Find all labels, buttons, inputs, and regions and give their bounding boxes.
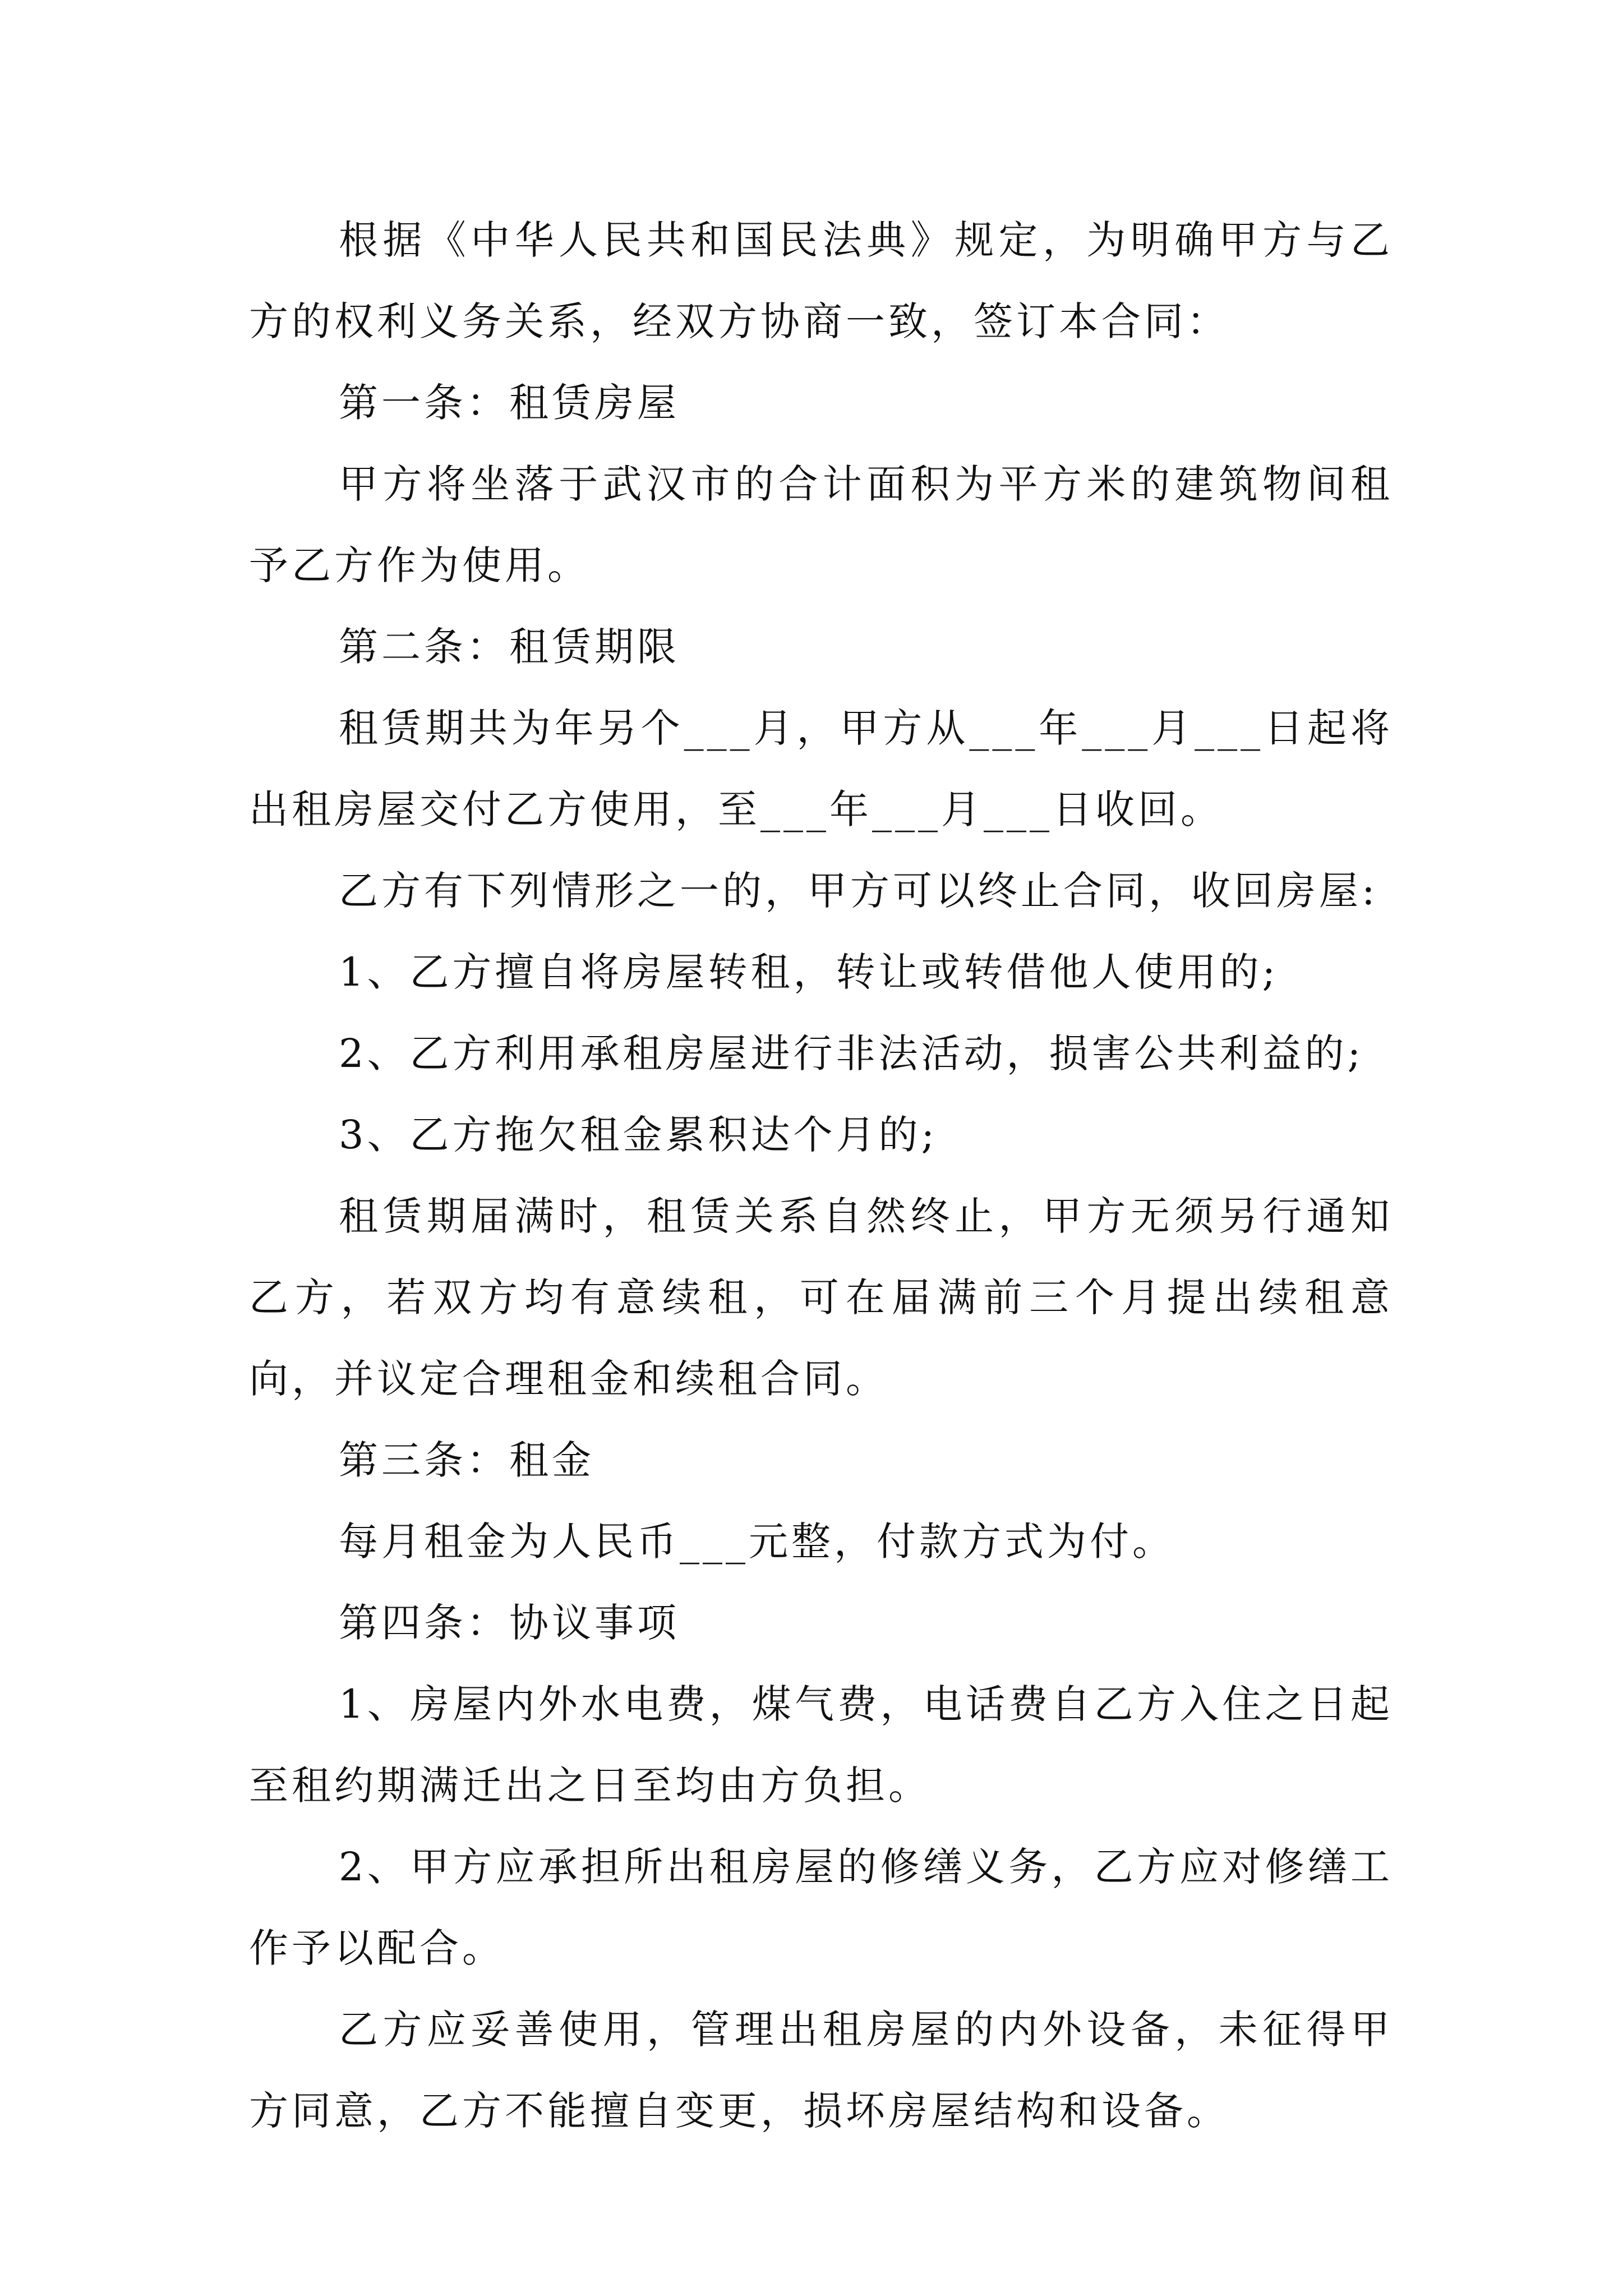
termination-item-3: 3、乙方拖欠租金累积达个月的; <box>339 1112 938 1158</box>
lease-term-paragraph: 租赁期共为年另个___月，甲方从___年___月___日起将出租房屋交付乙方使用，至___年___月___日收回。 <box>249 705 1393 832</box>
preamble-paragraph: 根据《中华人民共和国民法典》规定，为明确甲方与乙方的权利义务关系，经双方协商一致，签订本合同： <box>249 217 1393 344</box>
termination-item-2: 2、乙方利用承租房屋进行非法活动，损害公共利益的; <box>339 1030 1364 1076</box>
termination-item-1: 1、乙方擅自将房屋转租，转让或转借他人使用的; <box>339 949 1279 995</box>
article-1-heading: 第一条：租赁房屋 <box>339 380 680 426</box>
agreement-item-1: 1、房屋内外水电费，煤气费，电话费自乙方入住之日起至租约期满迁出之日至均由方负担。 <box>249 1681 1393 1809</box>
article-3-heading: 第三条：租金 <box>339 1437 594 1483</box>
agreement-item-2: 2、甲方应承担所出租房屋的修缮义务，乙方应对修缮工作予以配合。 <box>249 1844 1393 1971</box>
document-body <box>249 200 1393 2152</box>
article-1-paragraph: 甲方将坐落于武汉市的合计面积为平方米的建筑物间租予乙方作为使用。 <box>249 461 1393 588</box>
lease-expiry-paragraph: 租赁期届满时，租赁关系自然终止，甲方无须另行通知乙方，若双方均有意续租，可在届满前三个月提出续租意向，并议定合理租金和续租合同。 <box>249 1193 1393 1402</box>
rent-paragraph: 每月租金为人民币___元整，付款方式为付。 <box>339 1519 1175 1565</box>
equipment-care-paragraph: 乙方应妥善使用，管理出租房屋的内外设备，未征得甲方同意，乙方不能擅自变更，损坏房屋结构和设备。 <box>249 2007 1393 2134</box>
article-4-heading: 第四条：协议事项 <box>339 1600 680 1646</box>
termination-intro-paragraph: 乙方有下列情形之一的，甲方可以终止合同，收回房屋: <box>339 868 1378 914</box>
article-2-heading: 第二条：租赁期限 <box>339 624 680 670</box>
